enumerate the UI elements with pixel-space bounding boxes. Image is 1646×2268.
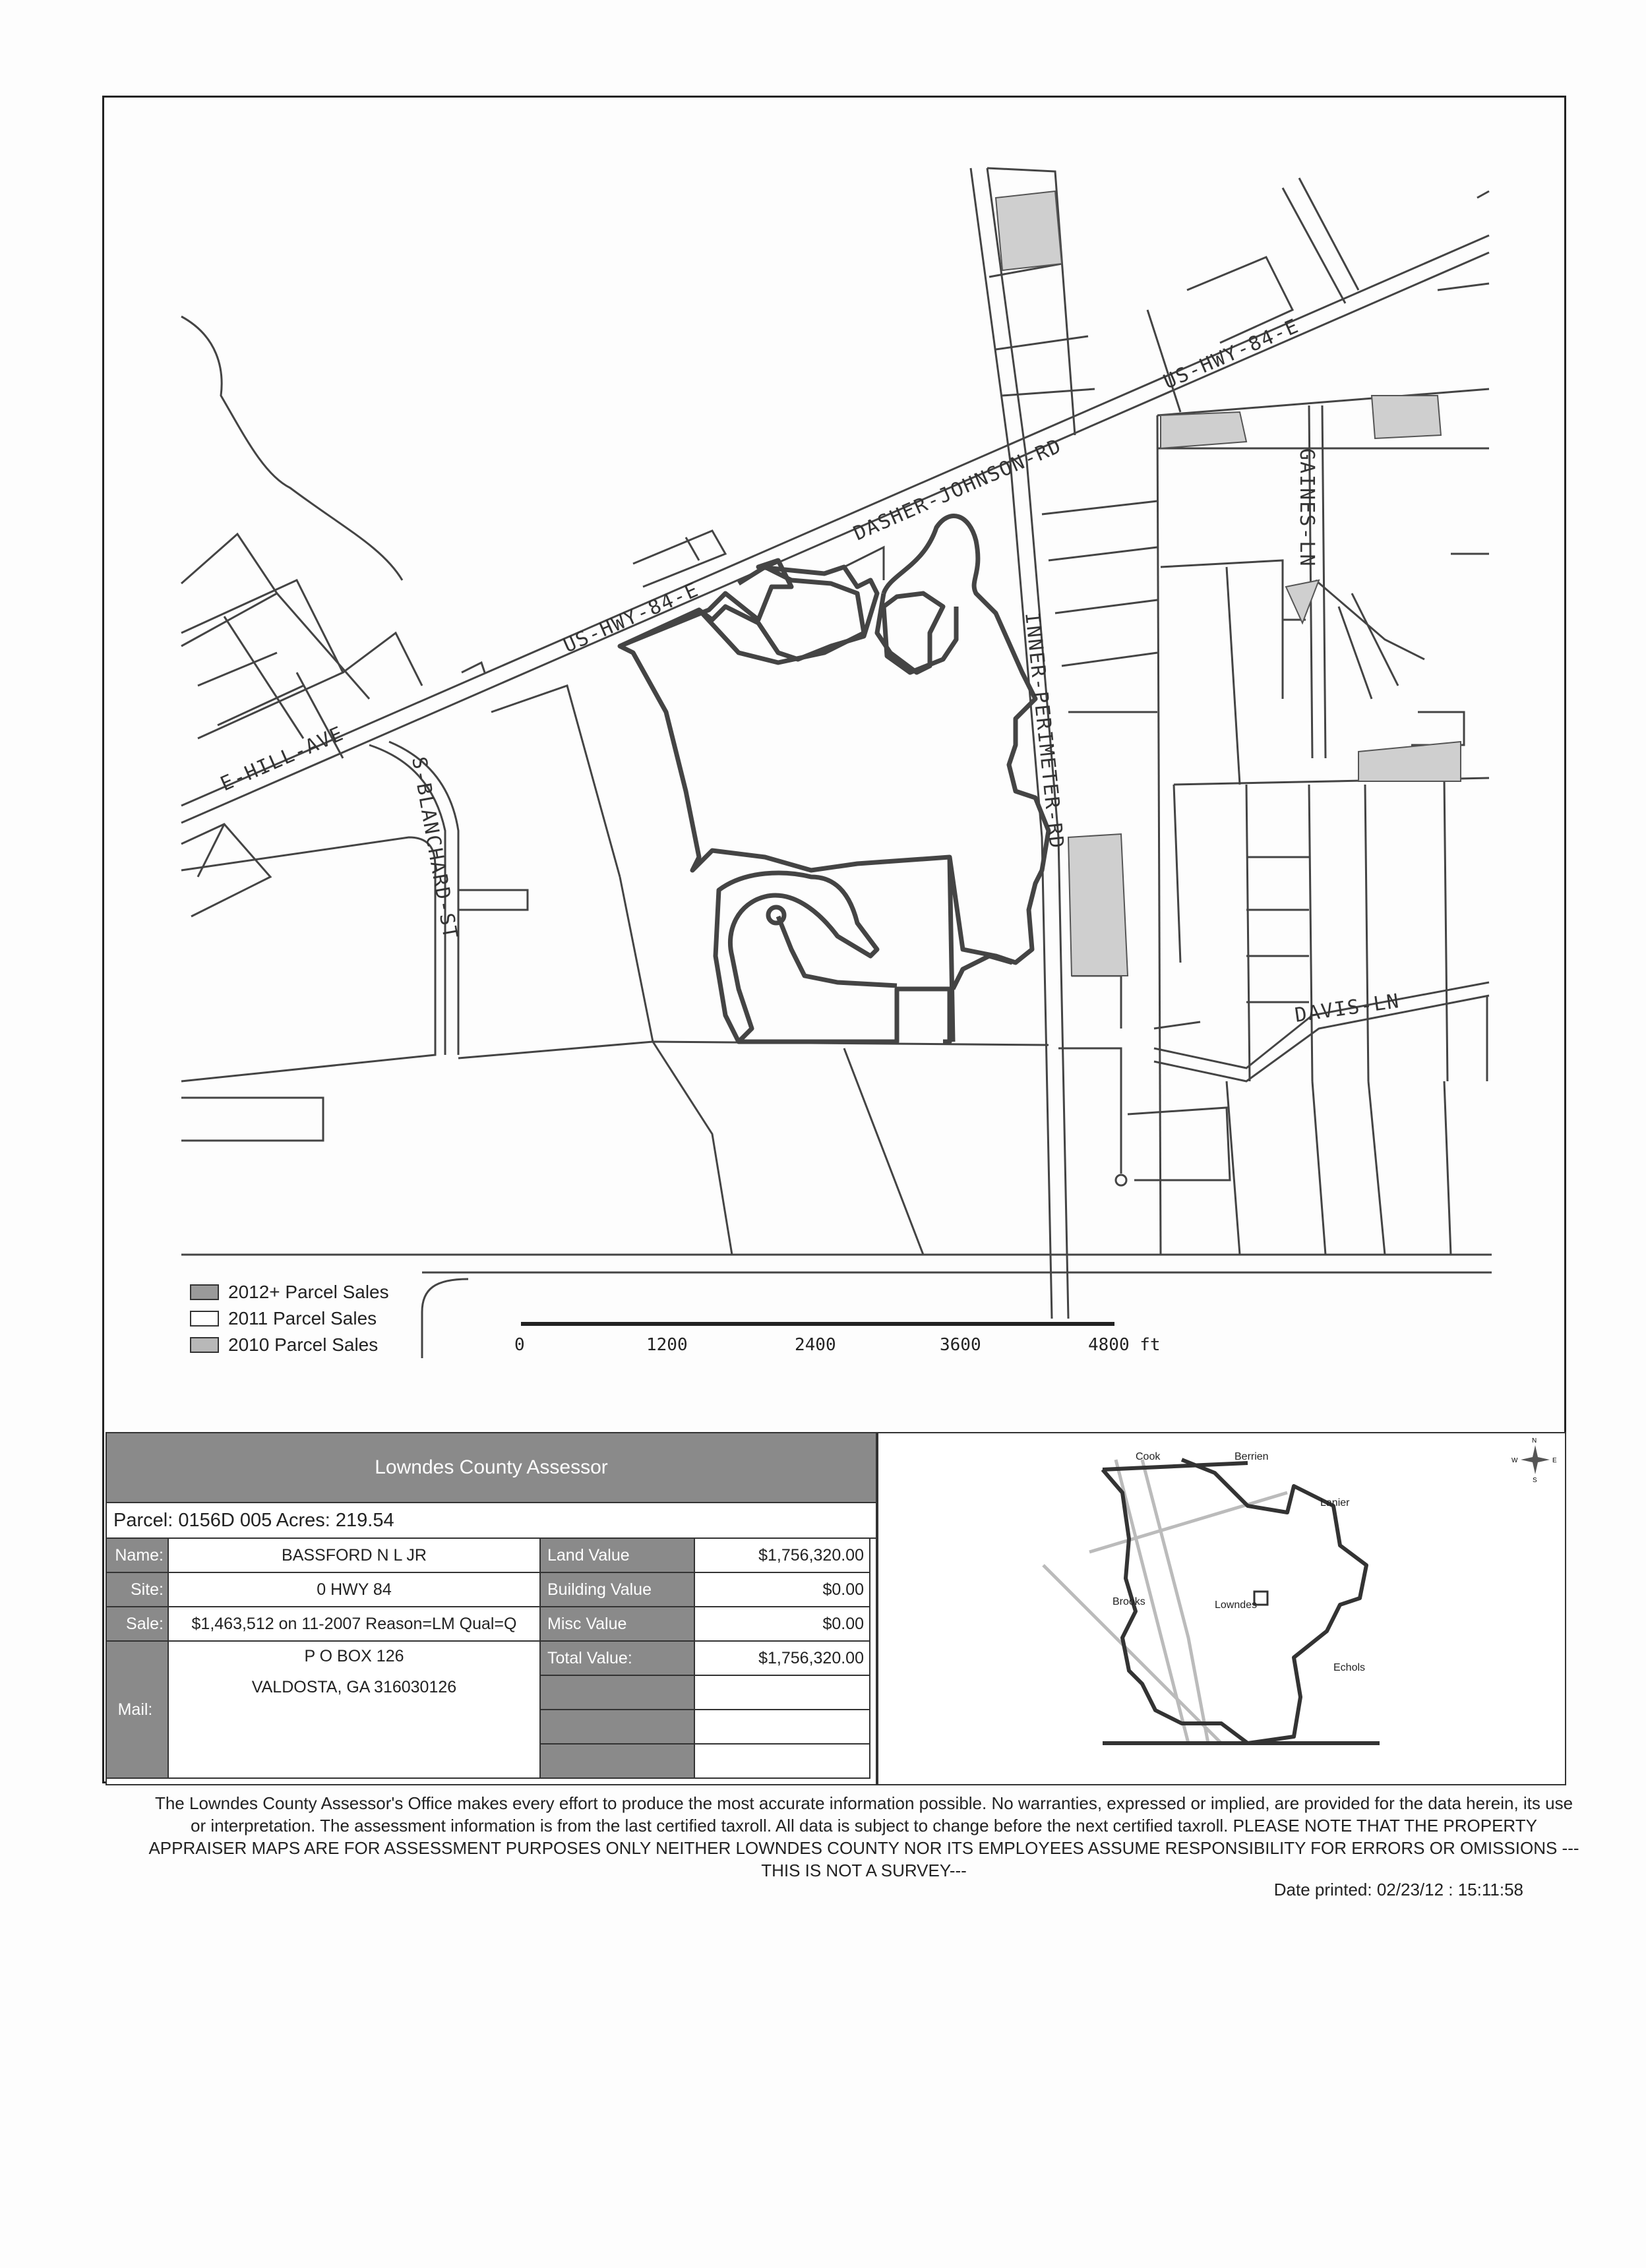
empty-label-1 xyxy=(541,1676,695,1710)
label-us-hwy-84-e-lower: US-HWY-84-E xyxy=(560,578,703,658)
compass-icon xyxy=(1511,1437,1557,1484)
legend-item-2012 xyxy=(190,1279,389,1305)
date-printed: Date printed: 02/23/12 : 15:11:58 xyxy=(1273,1880,1523,1899)
legend-swatch-2011 xyxy=(190,1311,219,1327)
label-us-hwy-84-e-upper: US-HWY-84-E xyxy=(1160,314,1303,394)
county-locator-map xyxy=(878,1433,1568,1787)
compass-e: E xyxy=(1552,1457,1557,1464)
empty-label-2 xyxy=(541,1710,695,1745)
site-label: Site: xyxy=(107,1573,169,1607)
label-davis-ln: DAVIS-LN xyxy=(1293,989,1402,1027)
mail-label: Mail: xyxy=(107,1642,169,1779)
assessor-info-panel xyxy=(106,1432,877,1785)
scale-tick-2400: 2400 xyxy=(795,1335,836,1355)
label-e-hill-ave: E-HILL-AVE xyxy=(217,721,348,796)
davis-ln-road xyxy=(1154,982,1489,1068)
legend-item-2010 xyxy=(190,1332,389,1358)
mail-address xyxy=(169,1642,541,1779)
sale-label: Sale: xyxy=(107,1607,169,1642)
mail-line-1: P O BOX 126 xyxy=(304,1647,404,1665)
scale-tick-3600: 3600 xyxy=(940,1335,981,1355)
parcel-line: Parcel: 0156D 005 Acres: 219.54 xyxy=(107,1503,876,1539)
scale-tick-0: 0 xyxy=(514,1335,525,1355)
building-value-label: Building Value xyxy=(541,1573,695,1607)
legend-label-2012: 2012+ Parcel Sales xyxy=(228,1282,389,1302)
county-cook: Cook xyxy=(1136,1451,1161,1462)
county-locator-inset xyxy=(877,1432,1566,1785)
county-echols: Echols xyxy=(1333,1662,1366,1673)
compass-w: W xyxy=(1511,1457,1518,1464)
legend-item-2011 xyxy=(190,1305,389,1332)
parcel-details-grid xyxy=(107,1539,876,1779)
owner-name: BASSFORD N L JR xyxy=(169,1539,541,1573)
shaded-parcel xyxy=(1372,396,1441,438)
shaded-parcel xyxy=(1161,412,1246,448)
shaded-parcel xyxy=(1286,580,1319,623)
disclaimer-text: The Lowndes County Assessor's Office makes every effort to produce the most accurate information possible. No warranties, expressed or implied, are provided for the data herein, its use or interpretation. The assessment information is from the last certified taxroll. All data is subject to change before the next certified taxroll. PLEASE NOTE THAT THE PROPERTY APPRAISER MAPS ARE FOR ASSESSMENT PURPOSES ONLY NEITHER LOWNDES COUNTY NOR ITS EMPLOYEES ASSUME RESPONSIBILITY FOR ERRORS OR OMISSIONS ---THIS IS NOT A SURVEY--- xyxy=(148,1793,1579,1880)
assessor-title: Lowndes County Assessor xyxy=(107,1433,876,1503)
legend-label-2011: 2011 Parcel Sales xyxy=(228,1308,377,1328)
map-legend xyxy=(190,1279,389,1358)
legend-label-2010: 2010 Parcel Sales xyxy=(228,1334,379,1355)
total-value: $1,756,320.00 xyxy=(695,1642,870,1676)
misc-value-label: Misc Value xyxy=(541,1607,695,1642)
site-address: 0 HWY 84 xyxy=(169,1573,541,1607)
label-dasher-johnson-rd: DASHER-JOHNSON-RD xyxy=(850,434,1066,546)
building-value: $0.00 xyxy=(695,1573,870,1607)
scale-bar xyxy=(514,1324,1161,1355)
empty-value-2 xyxy=(695,1710,870,1745)
county-lowndes: Lowndes xyxy=(1215,1599,1258,1611)
land-value-label: Land Value xyxy=(541,1539,695,1573)
county-berrien: Berrien xyxy=(1234,1451,1269,1462)
label-gaines-ln: GAINES-LN xyxy=(1295,448,1318,568)
scale-tick-1200: 1200 xyxy=(646,1335,688,1355)
name-label: Name: xyxy=(107,1539,169,1573)
mail-line-2: VALDOSTA, GA 316030126 xyxy=(251,1678,457,1696)
shaded-parcel xyxy=(1358,742,1461,781)
land-value: $1,756,320.00 xyxy=(695,1539,870,1573)
legend-swatch-2012 xyxy=(190,1284,219,1300)
label-inner-perimeter-rd: INNER-PERIMETER-RD xyxy=(1020,611,1068,850)
label-s-blanchard-st: S-BLANCHARD-ST xyxy=(407,755,462,941)
shaded-parcel xyxy=(1068,834,1128,976)
shaded-parcel xyxy=(996,191,1062,270)
empty-label-3 xyxy=(541,1745,695,1779)
county-lanier: Lanier xyxy=(1320,1497,1350,1508)
scale-tick-4800: 4800 ft xyxy=(1088,1335,1161,1355)
county-brooks: Brooks xyxy=(1113,1596,1145,1607)
compass-s: S xyxy=(1533,1477,1537,1484)
empty-value-3 xyxy=(695,1745,870,1779)
legend-swatch-2010 xyxy=(190,1337,219,1353)
empty-value-1 xyxy=(695,1676,870,1710)
misc-value: $0.00 xyxy=(695,1607,870,1642)
compass-n: N xyxy=(1532,1437,1537,1445)
sale-info: $1,463,512 on 11-2007 Reason=LM Qual=Q xyxy=(169,1607,541,1642)
total-value-label: Total Value: xyxy=(541,1642,695,1676)
